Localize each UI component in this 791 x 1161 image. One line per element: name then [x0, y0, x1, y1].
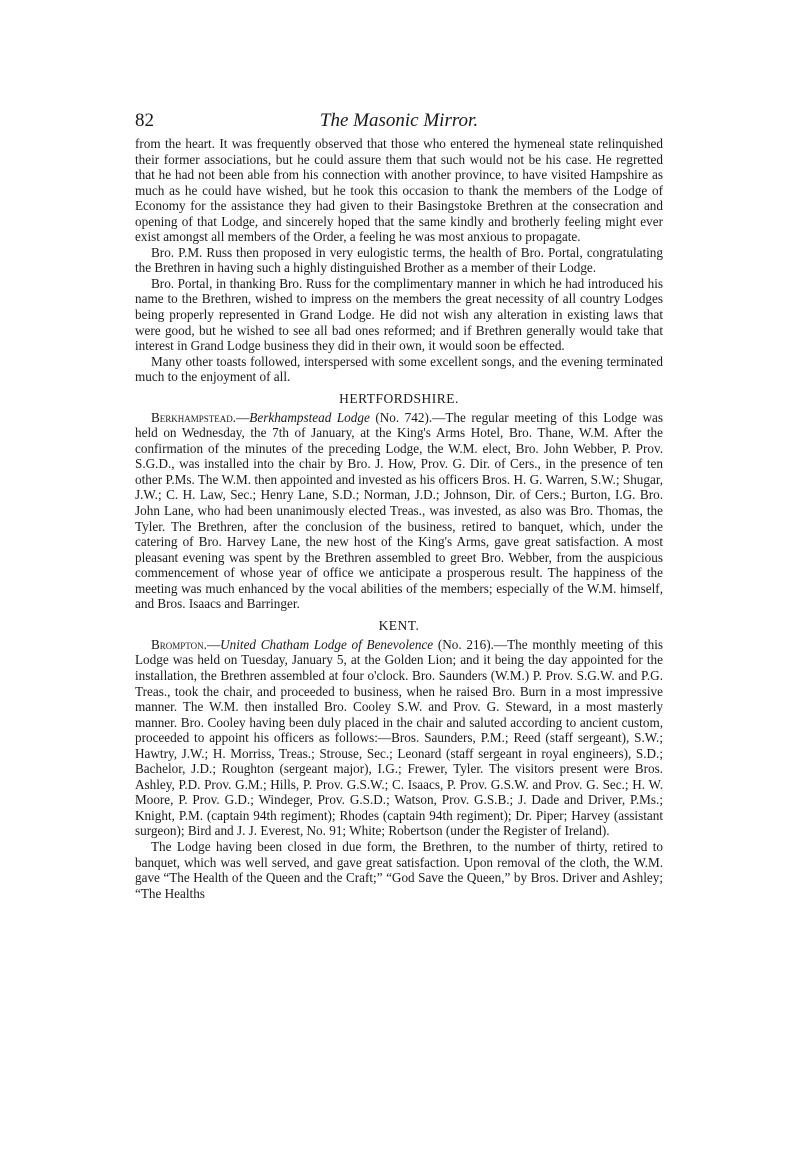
- paragraph-closing: Many other toasts followed, interspersed with some excellent songs, and the evening terminated much to the enjoyment of all.: [135, 353, 663, 385]
- running-head: [135, 104, 663, 136]
- paragraph-russ-toast: Bro. P.M. Russ then proposed in very eulogistic terms, the health of Bro. Portal, congratulating the Brethren in having such a highly distinguished Brother as a member of their Lodge.: [135, 244, 663, 276]
- page-number: 82: [135, 110, 154, 131]
- section-heading-hertfordshire: HERTFORDSHIRE.: [339, 390, 459, 406]
- paragraph-continuation: from the heart. It was frequently observed that those who entered the hymeneal state relinquished their former associations, but he could assure them that such would not be his case. He regretted that he had not been able from his connection with another province, to have visited Hampshire as much as he could have wished, but he took this occasion to thank the members of the Lodge of Economy for the assistance they had given to their Basingstoke Brethren at the consecration and opening of that Lodge, and sincerely hoped that the same kindly and brotherly feeling might ever exist amongst all members of the Order, a feeling he was most anxious to propagate.: [135, 136, 663, 245]
- section-heading-kent: KENT.: [378, 617, 420, 633]
- report-text: (No. 216).—The monthly meeting of this Lodge was held on Tuesday, January 5, at the Golden Lion; and it being the day appointed for the installation, the Brethren assembled at four o'clock. Bro. Saunders (W.M.) P. Prov. S.G.W. and P.G. Treas., took the chair, and proceeded to business, when he raised Bro. Burn in a most impressive manner. The W.M. then installed Bro. Cooley S.W. and Prov. G. Steward, in a most masterly manner. Bro. Cooley having been duly placed in the chair and saluted according to ancient custom, proceeded to appoint his officers as follows:—Bros. Saunders, P.M.; Reed (staff sergeant), S.W.; Hawtry, J.W.; H. Morriss, Treas.; Strouse, Sec.; Leonard (staff sergeant in royal engineers), S.D.; Bachelor, J.D.; Roughton (sergeant major), I.G.; Frewer, Tyler. The visitors present were Bros. Ashley, P.D. Prov. G.M.; Hills, P. Prov. G.S.W.; C. Isaacs, P. Prov. G.S.W. and Prov. G. Sec.; H. W. Moore, P. Prov. G.D.; Windeger, Prov. G.S.D.; Watson, Prov. G.S.B.; J. Dade and Driver, P.Ms.; Knight, P.M. (captain 94th regiment); Rhodes (captain 94th regiment); Dr. Piper; Harvey (assistant surgeon); Bird and J. J. Everest, No. 91; White; Robertson (under the Register of Ireland).: [135, 636, 663, 839]
- journal-title: The Masonic Mirror.: [319, 110, 479, 131]
- place-name: Brompton.: [151, 636, 207, 652]
- article-body: [135, 136, 663, 901]
- paragraph-banquet: The Lodge having been closed in due form, the Brethren, to the number of thirty, retired to banquet, which was well served, and gave great satisfaction. Upon removal of the cloth, the W.M. gave “The Health of the Queen and the Craft;” “God Save the Queen,” by Bros. Driver and Ashley; “The Healths: [135, 838, 663, 901]
- place-name: Berkhampstead.: [151, 409, 237, 425]
- lodge-name: United Chatham Lodge of Benevolence: [220, 636, 434, 652]
- lodge-name: Berkhampstead Lodge: [249, 409, 370, 425]
- paragraph-portal-reply: Bro. Portal, in thanking Bro. Russ for the complimentary manner in which he had introduced his name to the Brethren, wished to impress on the members the great necessity of all country Lodges being properly represented in Grand Lodge. He did not wish any alteration in existing laws that were good, but he wished to see all bad ones reformed; and if Brethren generally would take that interest in Grand Lodge business they did in their own, it would soon be effected.: [135, 275, 663, 354]
- paragraph-berkhampstead: [135, 410, 663, 612]
- paragraph-brompton: [135, 637, 663, 839]
- report-text: (No. 742).—The regular meeting of this Lodge was held on Wednesday, the 7th of January, at the King's Arms Hotel, Bro. Thane, W.M. After the confirmation of the minutes of the preceding Lodge, the W.M. elect, Bro. John Webber, P. Prov. S.G.D., was installed into the chair by Bro. J. How, Prov. G. Dir. of Cers., in the presence of ten other P.Ms. The W.M. then appointed and invested as his officers Bros. H. G. Warren, S.W.; Shugar, J.W.; C. H. Law, Sec.; Henry Lane, S.D.; Norman, J.D.; Johnson, Dir. of Cers.; Burton, I.G. Bro. John Lane, who had been unanimously elected Treas., was invested, as also was Bro. Thomas, the Tyler. The Brethren, after the conclusion of the business, retired to banquet, which, under the catering of Bro. Harvey Lane, the new host of the King's Arms, gave great satisfaction. A most pleasant evening was spent by the Brethren assembled to greet Bro. Webber, from the auspicious commencement of whose year of office we anticipate a prosperous result. The happiness of the meeting was much enhanced by the vocal abilities of the members; especially of the W.M. himself, and Bros. Isaacs and Barringer.: [135, 409, 663, 612]
- dash: —: [236, 409, 250, 425]
- dash: —: [206, 636, 221, 652]
